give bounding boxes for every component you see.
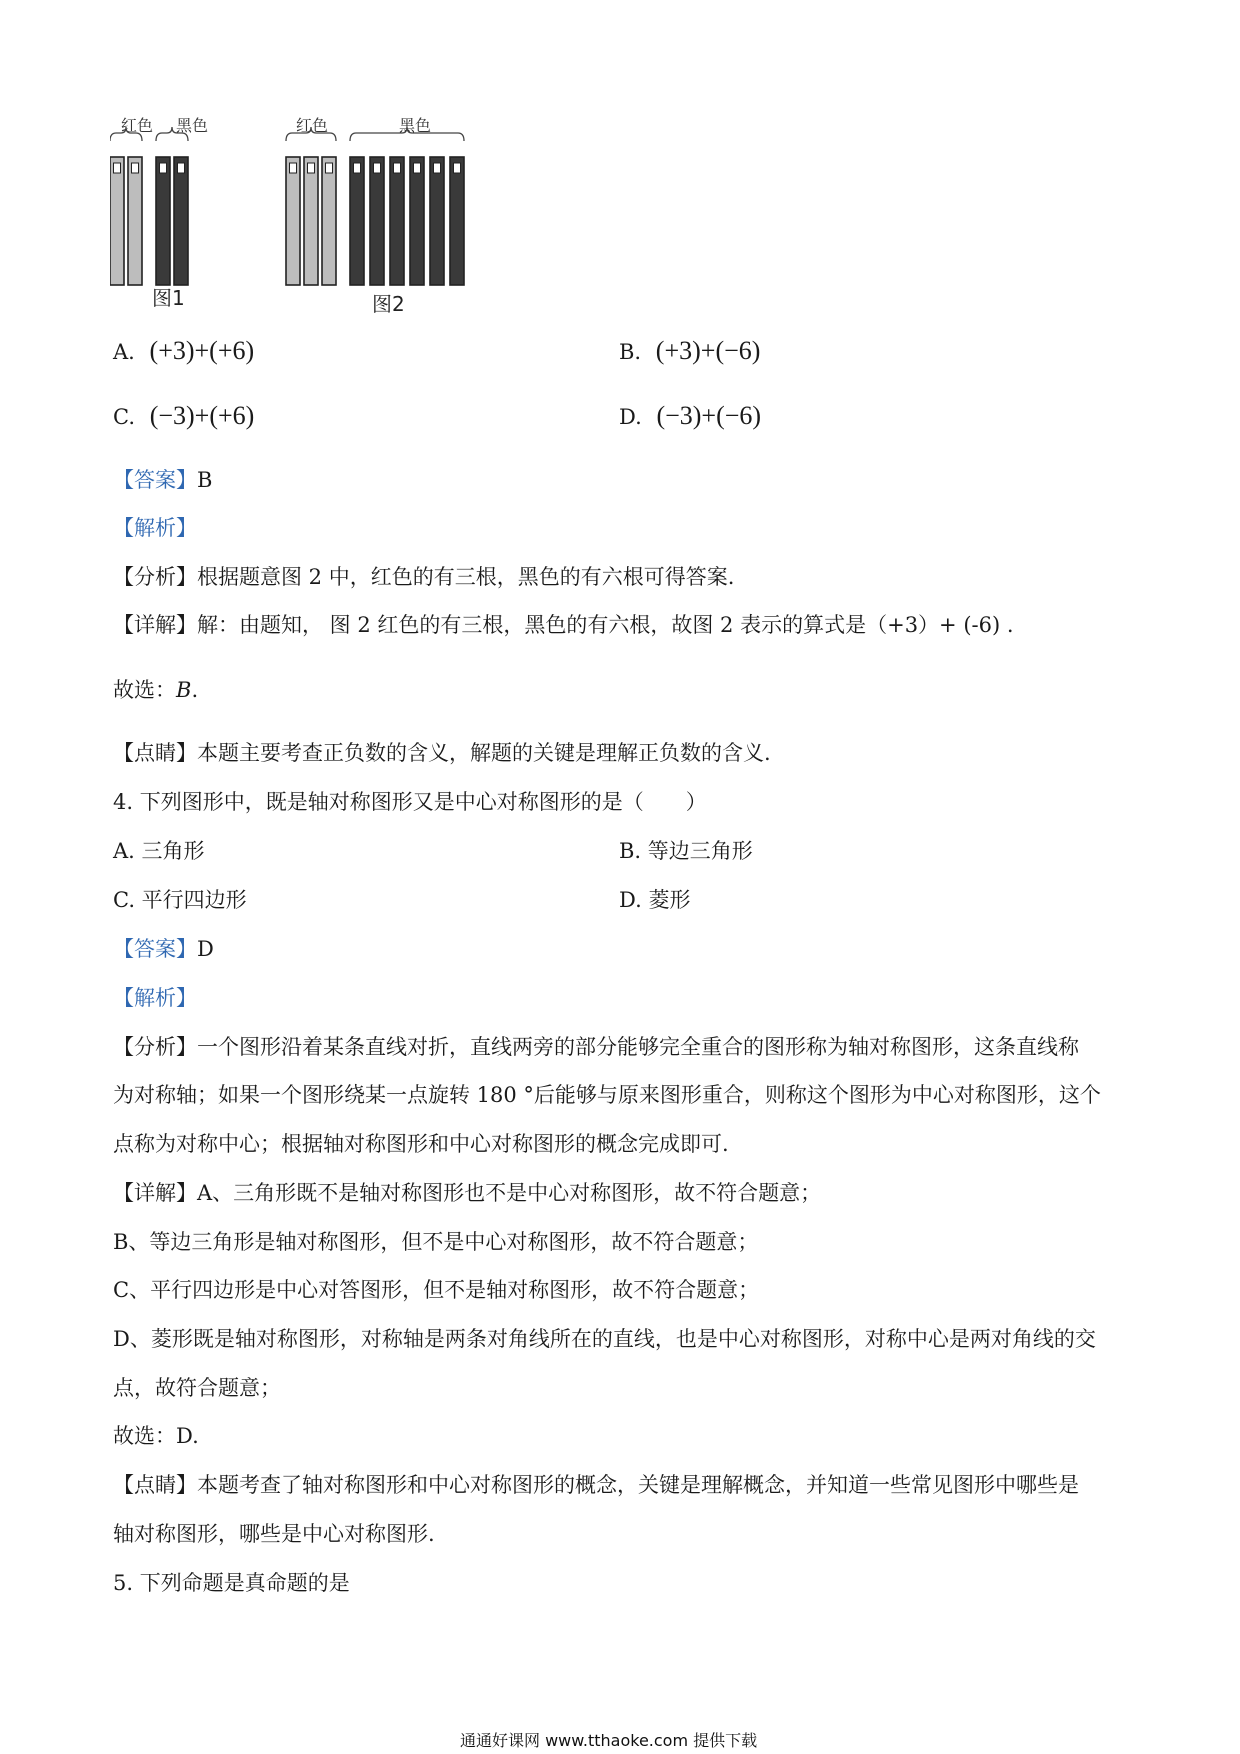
q4-answer — [113, 933, 214, 963]
answer-value: B — [197, 468, 213, 492]
q4-fenxi-line3: 点称为对称中心；根据轴对称图形和中心对称图形的概念完成即可. — [113, 1132, 729, 1156]
q4-xiangjie-line3: C、平行四边形是中心对答图形，但不是轴对称图形，故不符合题意； — [113, 1278, 760, 1302]
q4-option-a: A. 三角形 — [113, 839, 205, 863]
q3-option-a — [113, 336, 254, 366]
q4-option-c: C. 平行四边形 — [113, 888, 247, 912]
option-expression: (−3)+(+6) — [149, 401, 255, 430]
figure-1 — [110, 127, 188, 285]
q4-xiangjie-line2: B、等边三角形是轴对称图形，但不是中心对称图形，故不符合题意； — [113, 1230, 759, 1254]
q3-guxuan — [113, 674, 198, 704]
q3-fenxi — [113, 561, 734, 591]
dianjing-text: 本题考查了轴对称图形和中心对称图形的概念，关键是理解概念，并知道一些常见图形中哪些是 — [197, 1473, 1079, 1497]
fig2-black-label: 黑色 — [399, 116, 432, 135]
black-stick — [450, 157, 464, 285]
option-letter: C. — [113, 405, 135, 429]
option-expression: (−3)+(−6) — [656, 401, 762, 430]
answer-tag: 【答案】 — [113, 468, 197, 492]
q4-guxuan: 故选：D. — [113, 1424, 199, 1448]
red-stick — [322, 157, 336, 285]
dianjing-tag: 【点睛】 — [113, 1473, 197, 1497]
answer-value: D — [197, 937, 214, 961]
option-letter: B. — [619, 340, 642, 364]
q4-option-b: B. 等边三角形 — [619, 839, 753, 863]
guxuan-value: B — [176, 678, 192, 702]
q4-xiangjie-line4: D、菱形既是轴对称图形，对称轴是两条对角线所在的直线，也是中心对称图形，对称中心是两对角线的交 — [113, 1327, 1096, 1351]
black-stick — [174, 157, 188, 285]
dianjing-tag: 【点睛】 — [113, 741, 197, 765]
option-expression: (+3)+(−6) — [655, 336, 761, 365]
fig1-caption: 图1 — [152, 286, 185, 310]
figure-2 — [286, 127, 464, 285]
answer-tag: 【答案】 — [113, 937, 197, 961]
guxuan-text: 故选： — [113, 678, 176, 702]
fenxi-text: 一个图形沿着某条直线对折，直线两旁的部分能够完全重合的图形称为轴对称图形，这条直线称 — [197, 1035, 1079, 1059]
q3-option-c — [113, 401, 254, 431]
xiangjie-tag: 【详解】 — [113, 1181, 197, 1205]
option-expression: (+3)+(+6) — [149, 336, 255, 365]
black-stick — [156, 157, 170, 285]
black-stick — [410, 157, 424, 285]
black-stick — [370, 157, 384, 285]
red-stick — [128, 157, 142, 285]
fig2-caption: 图2 — [372, 292, 405, 316]
page-footer: 通通好课网 www.tthaoke.com 提供下载 — [460, 1731, 758, 1750]
q3-xiangjie — [113, 609, 1014, 639]
fenxi-tag: 【分析】 — [113, 565, 197, 589]
q4-fenxi-line2: 为对称轴；如果一个图形绕某一点旋转 180 °后能够与原来图形重合，则称这个图形为中心对称图形，这个 — [113, 1083, 1101, 1107]
red-stick — [110, 157, 124, 285]
xiangjie-text: A、三角形既不是轴对称图形也不是中心对称图形，故不符合题意； — [197, 1181, 822, 1205]
q4-xiangjie-line5: 点，故符合题意； — [113, 1376, 281, 1400]
q4-fenxi-line1 — [113, 1031, 1079, 1061]
q4-dianjing-line1 — [113, 1469, 1079, 1499]
black-stick — [350, 157, 364, 285]
q3-option-d — [619, 401, 761, 431]
q3-option-b — [619, 336, 760, 366]
dianjing-text: 本题主要考查正负数的含义，解题的关键是理解正负数的含义. — [197, 741, 771, 765]
q4-option-d: D. 菱形 — [619, 888, 691, 912]
option-letter: A. — [113, 340, 135, 364]
fenxi-tag: 【分析】 — [113, 1035, 197, 1059]
fenxi-text: 根据题意图 2 中，红色的有三根，黑色的有六根可得答案. — [197, 565, 735, 589]
guxuan-end: . — [191, 678, 199, 702]
q3-dianjing — [113, 737, 771, 767]
option-letter: D. — [619, 405, 642, 429]
black-stick — [430, 157, 444, 285]
q3-answer — [113, 464, 212, 494]
fig1-red-label: 红色 — [121, 116, 154, 135]
xiangjie-text: 解：由题知， 图 2 红色的有三根，黑色的有六根，故图 2 表示的算式是（+3）+ (-6) . — [197, 613, 1014, 637]
fig2-red-label: 红色 — [296, 116, 329, 135]
q3-jiexi-heading: 【解析】 — [113, 516, 197, 540]
q4-jiexi-heading: 【解析】 — [113, 986, 197, 1010]
fig1-black-label: 黑色 — [176, 116, 209, 135]
xiangjie-tag: 【详解】 — [113, 613, 197, 637]
q4-stem: 4. 下列图形中，既是轴对称图形又是中心对称图形的是（ ） — [113, 790, 707, 814]
q4-dianjing-line2: 轴对称图形，哪些是中心对称图形. — [113, 1522, 435, 1546]
black-stick — [390, 157, 404, 285]
q5-stem: 5. 下列命题是真命题的是 — [113, 1571, 350, 1595]
red-stick — [286, 157, 300, 285]
red-stick — [304, 157, 318, 285]
q4-xiangjie-line1 — [113, 1177, 821, 1207]
